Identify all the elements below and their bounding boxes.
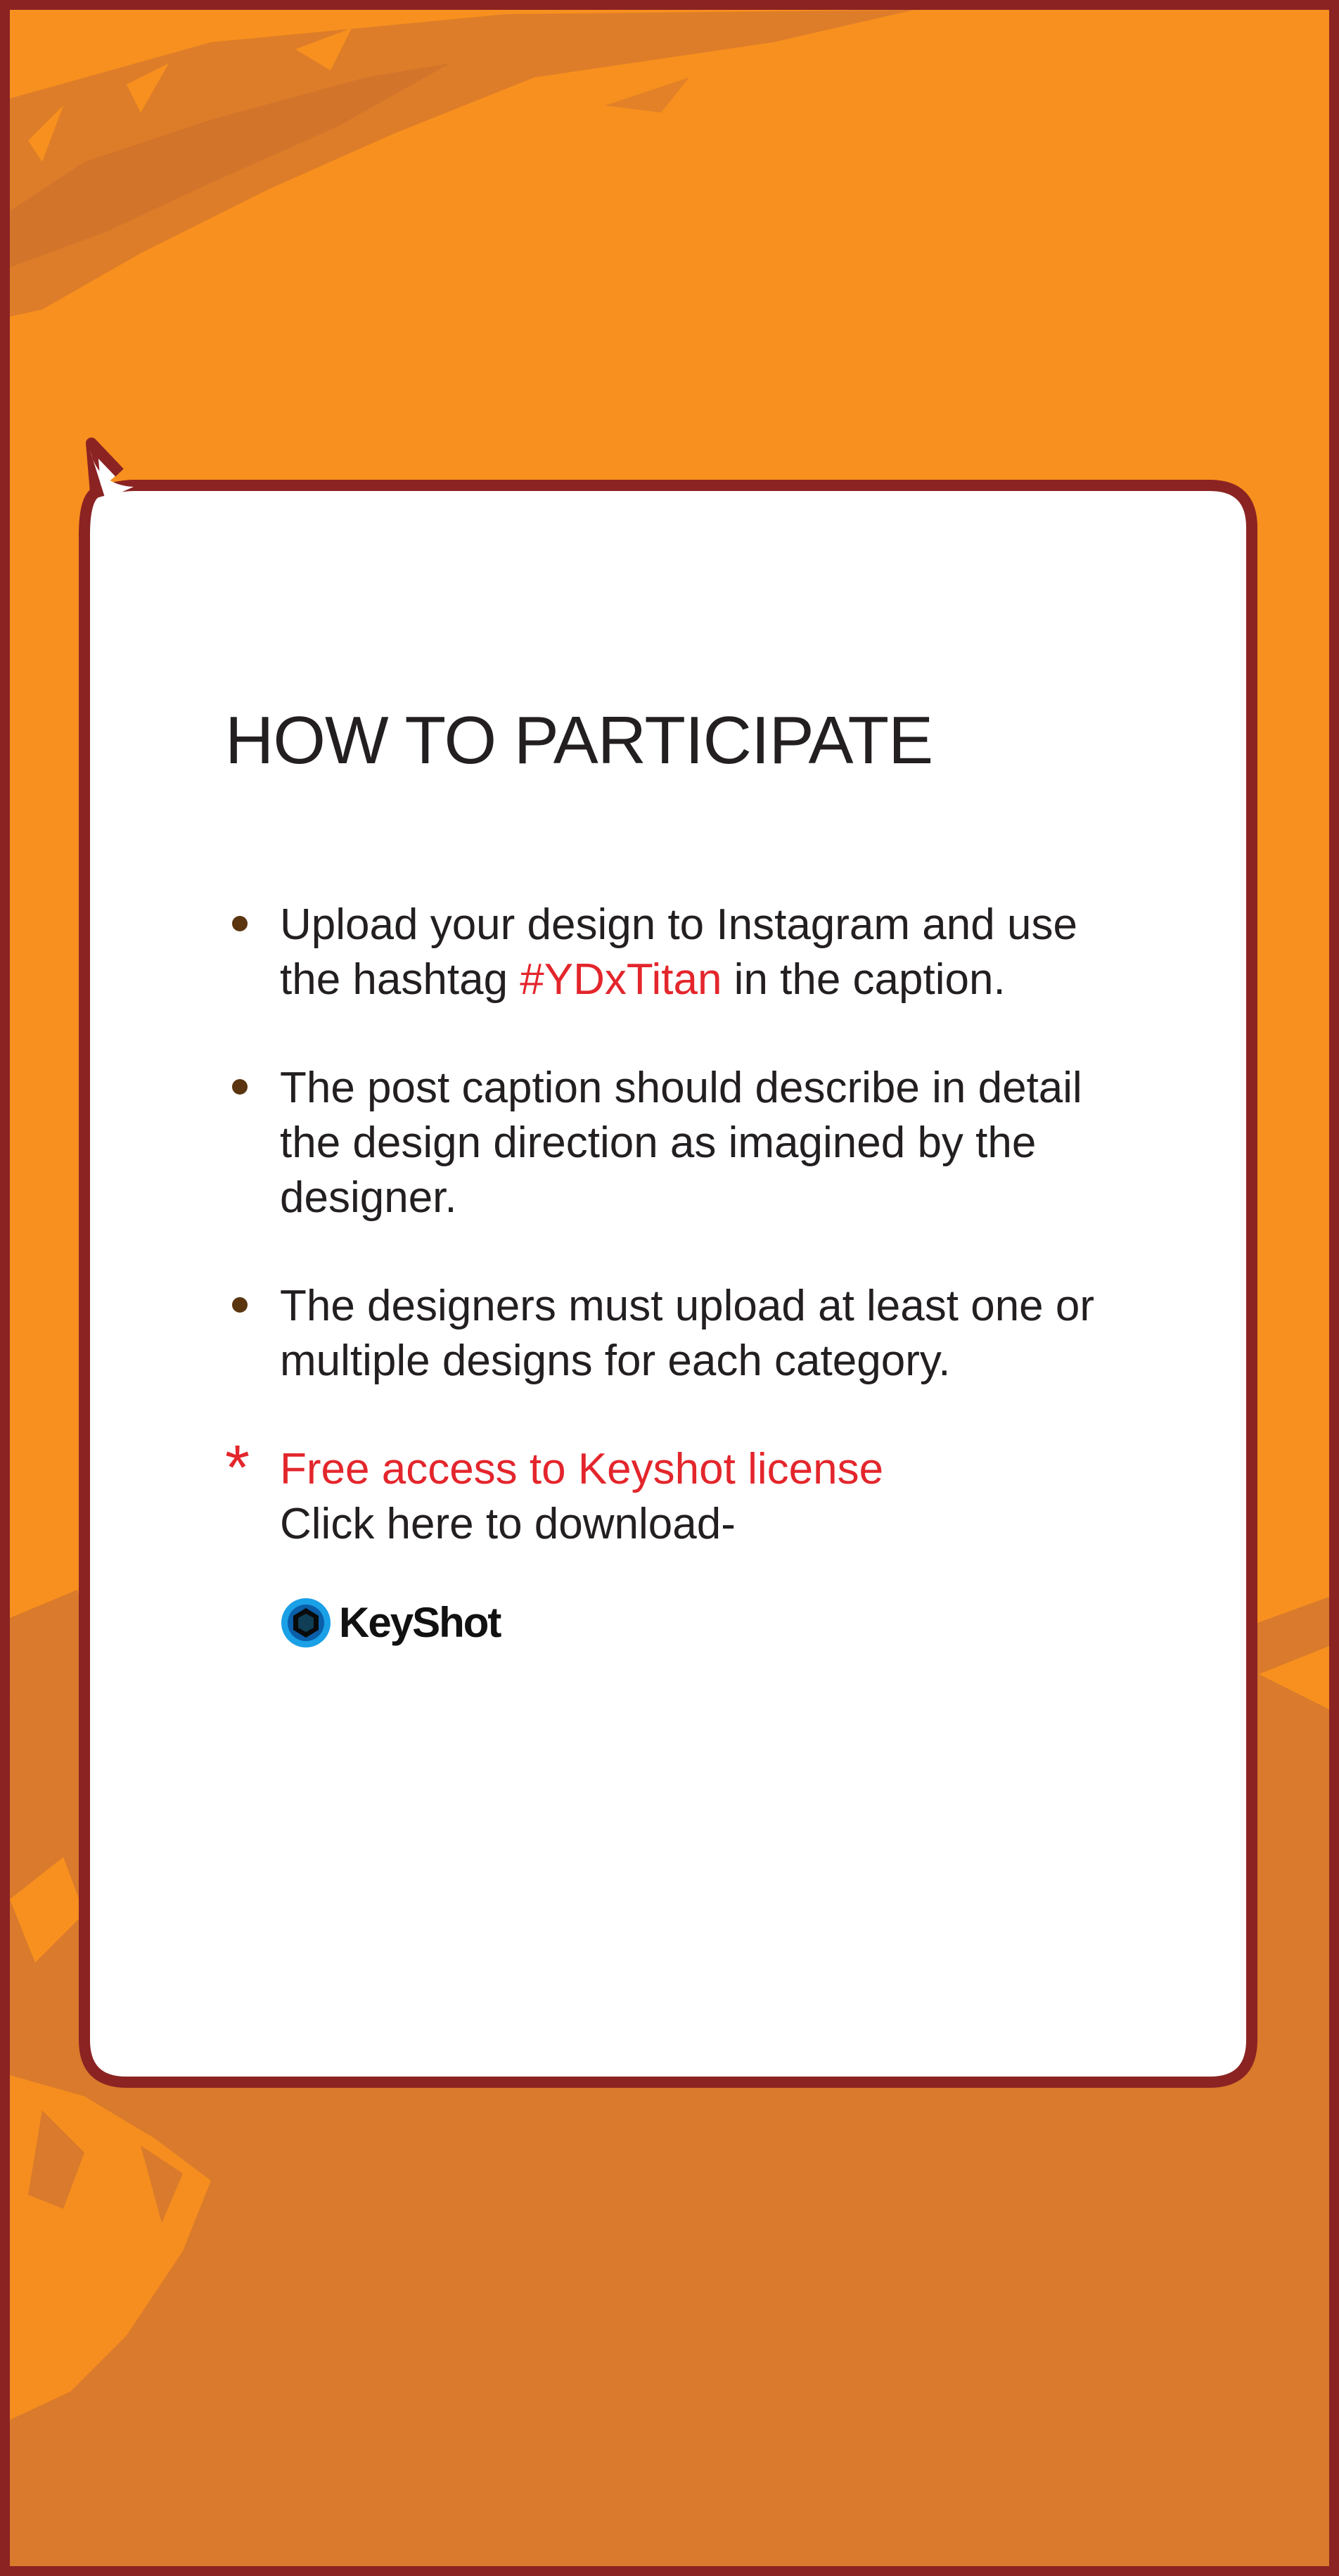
asterisk-icon: * — [225, 1432, 250, 1503]
participation-content — [225, 703, 1139, 1649]
list-item — [225, 898, 1139, 1007]
list-item-text: The post caption should describe in detail the design direction as imagined by the designer. — [280, 1063, 1082, 1222]
keyshot-license-note — [225, 1432, 1139, 1552]
keyshot-logo-link[interactable] — [280, 1597, 1139, 1649]
bullet-icon — [232, 1297, 248, 1313]
bullet-icon — [232, 1079, 248, 1095]
hashtag-text: #YDxTitan — [520, 955, 722, 1004]
bullet-icon — [232, 916, 248, 931]
list-item-text: Upload your design to Instagram and use the hashtag — [280, 900, 1077, 1004]
keyshot-logo-text: KeyShot — [339, 1599, 501, 1647]
keyshot-aperture-icon — [280, 1597, 332, 1649]
list-item-text-end: in the caption. — [722, 955, 1006, 1004]
list-item-text: The designers must upload at least one or multiple designs for each category. — [280, 1281, 1095, 1385]
list-item — [225, 1279, 1139, 1389]
list-item — [225, 1061, 1139, 1225]
license-highlight-text: Free access to Keyshot license — [280, 1444, 884, 1493]
download-link[interactable]: Click here to download- — [280, 1499, 736, 1548]
page-title: HOW TO PARTICIPATE — [225, 703, 933, 778]
